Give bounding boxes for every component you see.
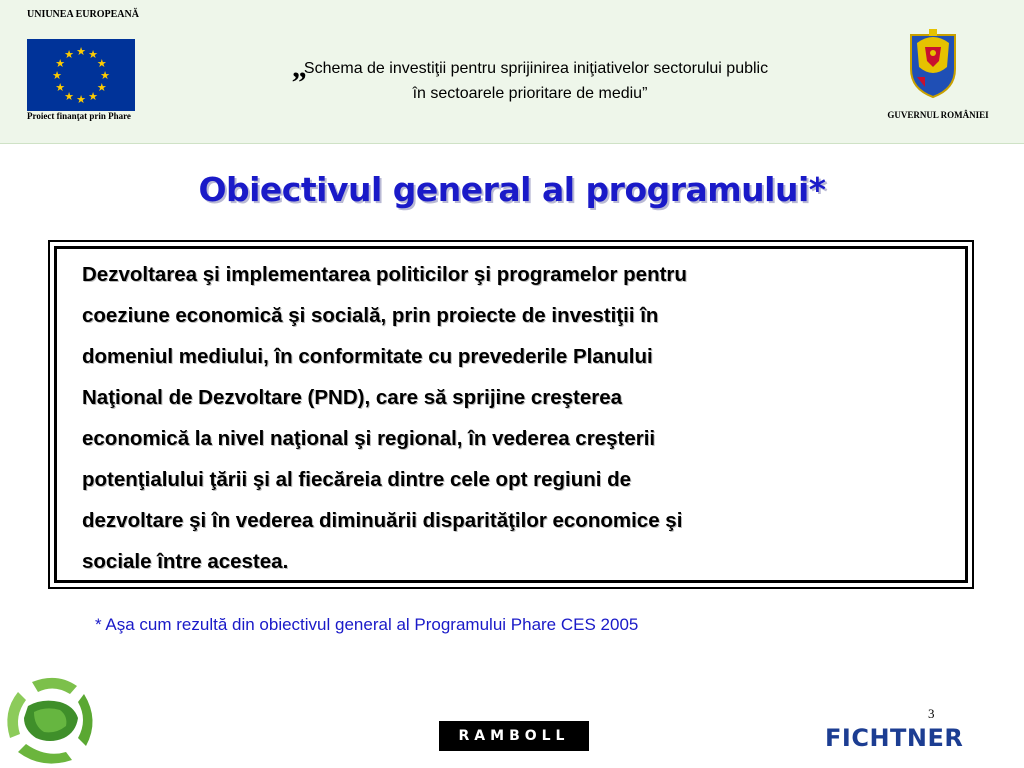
objective-line: domeniul mediului, în conformitate cu prevederile Planului bbox=[82, 345, 653, 368]
objective-line: Naţional de Dezvoltare (PND), care să sprijine creşterea bbox=[82, 386, 623, 409]
eu-star-icon: ★ bbox=[64, 89, 74, 103]
government-label: GUVERNUL ROMÂNIEI bbox=[887, 110, 989, 120]
page-number: 3 bbox=[928, 706, 935, 721]
objective-line: potenţialului ţării şi al fiecăreia dintre cele opt regiuni de bbox=[82, 468, 632, 491]
program-title-line-1: „Schema de investiţii pentru sprijinirea iniţiativelor sectorului public bbox=[291, 51, 769, 84]
eu-star-icon: ★ bbox=[55, 57, 66, 70]
objective-line: economică la nivel naţional şi regional, în vederea creşterii bbox=[82, 427, 656, 450]
eu-star-icon: ★ bbox=[88, 89, 98, 103]
eu-star-icon: ★ bbox=[76, 45, 86, 58]
program-title-line-2: în sectoarele prioritare de mediu” bbox=[412, 85, 648, 102]
footnote: * Aşa cum rezultă din obiectivul general al Programului Phare CES 2005 bbox=[95, 615, 639, 634]
fichtner-logo: FICHTNER bbox=[825, 724, 964, 752]
slide-title: Obiectivul general al programului* bbox=[198, 170, 826, 209]
objective-text bbox=[82, 254, 942, 582]
eu-star-icon: ★ bbox=[64, 48, 74, 62]
eu-star-icon: ★ bbox=[52, 69, 62, 82]
slide-header bbox=[0, 0, 1024, 143]
eu-label: UNIUNEA EUROPEANĂ bbox=[27, 9, 139, 20]
open-quote: „ bbox=[291, 51, 304, 84]
eu-star-icon: ★ bbox=[88, 48, 98, 62]
program-title bbox=[160, 51, 900, 106]
objective-line: dezvoltare şi în vederea diminuării disparităţilor economice şi bbox=[82, 509, 683, 532]
eu-star-icon: ★ bbox=[96, 81, 107, 94]
eu-star-icon: ★ bbox=[100, 69, 110, 82]
objective-line: coeziune economică şi socială, prin proiecte de investiţii în bbox=[82, 304, 659, 327]
eu-star-icon: ★ bbox=[76, 93, 86, 106]
objective-line: Dezvoltarea şi implementarea politicilor şi programelor pentru bbox=[82, 263, 687, 286]
eu-star-icon: ★ bbox=[96, 57, 107, 70]
objective-line: sociale între acestea. bbox=[82, 550, 289, 573]
ramboll-logo: RAMBOLL bbox=[439, 721, 589, 751]
header-divider bbox=[0, 143, 1024, 144]
eu-star-icon: ★ bbox=[55, 81, 66, 94]
recycling-romania-logo-icon bbox=[2, 672, 102, 768]
eu-flag-icon bbox=[27, 39, 135, 111]
eu-subtitle: Proiect finanţat prin Phare bbox=[27, 111, 131, 121]
romania-coat-of-arms-icon bbox=[903, 27, 963, 99]
